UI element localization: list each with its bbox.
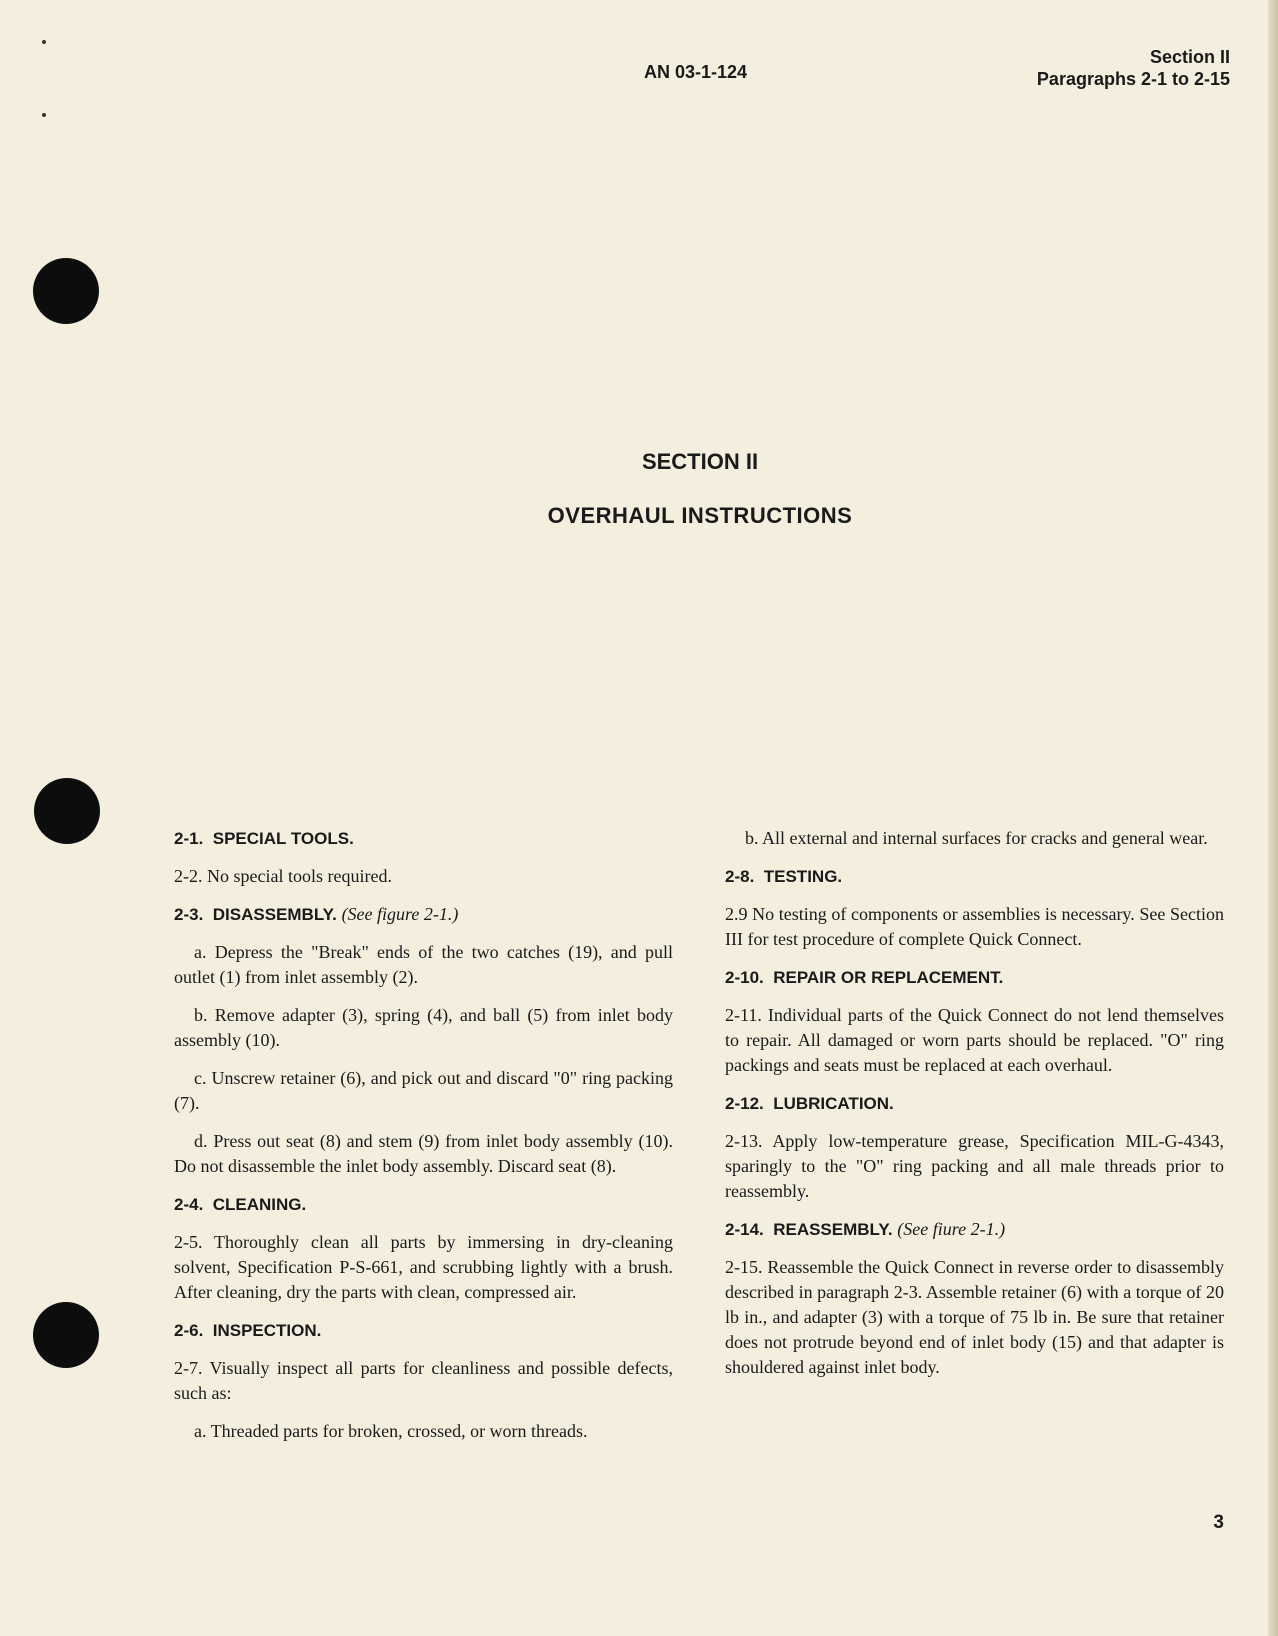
paragraph-2-7: 2-7. Visually inspect all parts for cleanliness and possible defects, such as:: [174, 1358, 673, 1403]
heading-cleaning: 2-4. CLEANING.: [174, 1195, 307, 1214]
paragraph-2-13: 2-13. Apply low-temperature grease, Specification MIL-G-4343, sparingly to the "O" ring packing and all male threads prior to reassembly.: [725, 1131, 1224, 1201]
left-column: [174, 826, 673, 1457]
step-7b: b. All external and internal surfaces for cracks and general wear.: [745, 828, 1208, 848]
document-id: AN 03-1-124: [644, 62, 748, 82]
binder-dot: [42, 113, 46, 117]
step-3b: b. Remove adapter (3), spring (4), and ball (5) from inlet body assembly (10).: [174, 1005, 673, 1050]
paragraph-2-2: 2-2. No special tools required.: [174, 866, 392, 886]
paragraph-2-15: 2-15. Reassemble the Quick Connect in reverse order to disassembly described in paragraph 2-3. Assemble retainer (6) with a torque of 20 lb in., and adapter (3) with a torque of 75 lb in. Be sure that retainer does not protrude beyond end of inlet body (15) and that adapter is shouldered against inlet body.: [725, 1257, 1224, 1377]
step-7a: a. Threaded parts for broken, crossed, or worn threads.: [194, 1421, 588, 1441]
binder-dot: [42, 40, 46, 44]
heading-testing: 2-8. TESTING.: [725, 867, 843, 886]
page-number: 3: [1213, 1512, 1224, 1533]
paragraph-2-11: 2-11. Individual parts of the Quick Connect do not lend themselves to repair. All damaged or worn parts should be replaced. "O" ring packings and seats must be replaced at each overhaul.: [725, 1005, 1224, 1075]
step-3d: d. Press out seat (8) and stem (9) from inlet body assembly (10). Do not disassemble the inlet body assembly. Discard seat (8).: [174, 1131, 673, 1176]
paragraph-2-5: 2-5. Thoroughly clean all parts by immersing in dry-cleaning solvent, Specification P-S-661, and scrubbing lightly with a brush. After cleaning, dry the parts with clean, compressed air.: [174, 1232, 673, 1302]
heading-disassembly: 2-3. DISASSEMBLY. (See figure 2-1.): [174, 904, 459, 924]
heading-lubrication: 2-12. LUBRICATION.: [725, 1094, 894, 1113]
page-edge: [1268, 0, 1278, 1636]
punch-hole: [33, 258, 99, 324]
step-3c: c. Unscrew retainer (6), and pick out and discard "0" ring packing (7).: [174, 1068, 673, 1113]
section-title: SECTION II: [641, 449, 759, 474]
heading-repair-replacement: 2-10. REPAIR OR REPLACEMENT.: [725, 968, 1004, 987]
section-subtitle: OVERHAUL INSTRUCTIONS: [547, 503, 853, 528]
punch-hole: [34, 778, 100, 844]
punch-hole: [33, 1302, 99, 1368]
heading-special-tools: 2-1. SPECIAL TOOLS.: [174, 829, 354, 848]
right-column: [725, 826, 1224, 1393]
heading-inspection: 2-6. INSPECTION.: [174, 1321, 322, 1340]
heading-reassembly: 2-14. REASSEMBLY. (See fiure 2-1.): [725, 1219, 1006, 1239]
header-section-ref: [1037, 46, 1230, 90]
step-3a: a. Depress the "Break" ends of the two catches (19), and pull outlet (1) from inlet assembly (2).: [174, 942, 673, 987]
header-section: Section II: [1149, 47, 1230, 67]
header-paragraphs: Paragraphs 2-1 to 2-15: [1036, 69, 1230, 89]
paragraph-2-9: 2.9 No testing of components or assemblies is necessary. See Section III for test procedure of complete Quick Connect.: [725, 904, 1224, 949]
